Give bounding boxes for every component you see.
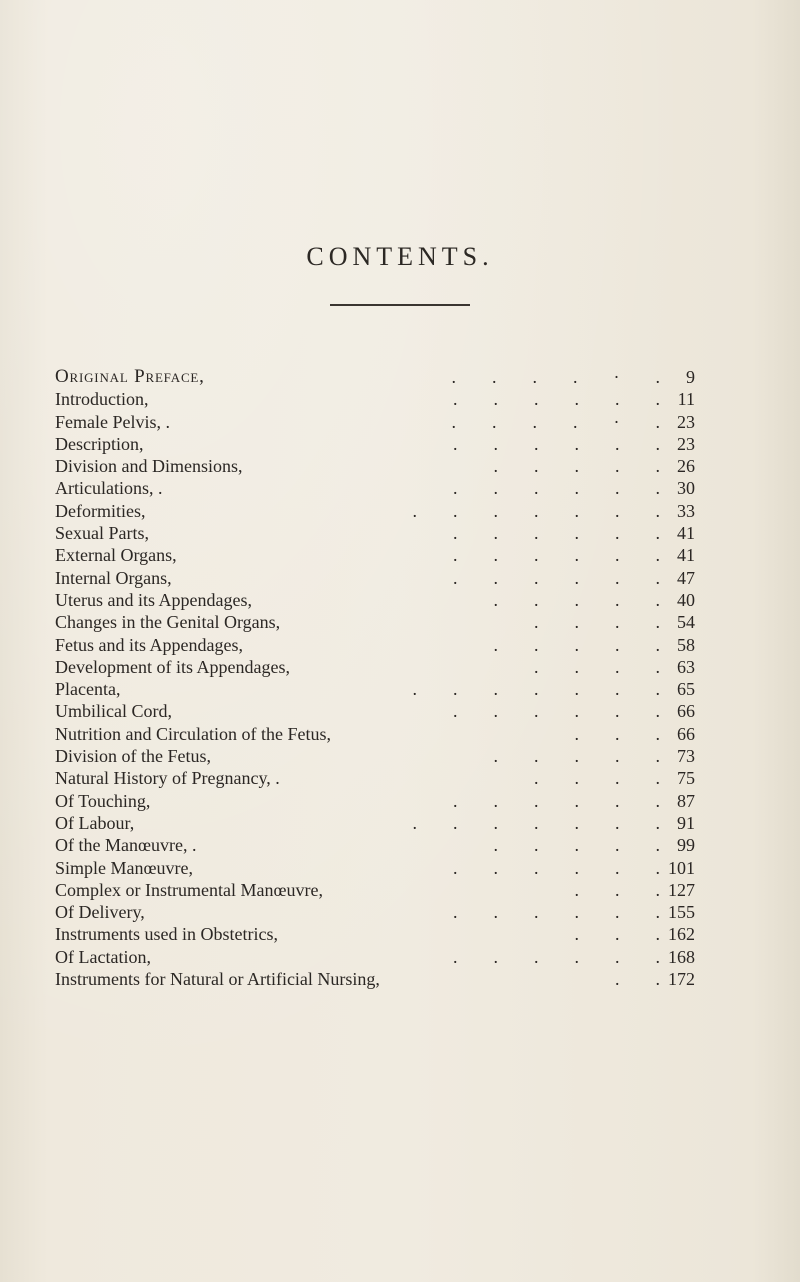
toc-entry-title: Of Lactation, <box>55 946 151 967</box>
toc-entry-page-number: 101 <box>668 857 695 878</box>
toc-leader-dots: . . . <box>574 723 660 744</box>
toc-leader-dots: . . . . . . <box>453 545 660 566</box>
toc-leader-dots: . . . . · . <box>451 411 660 432</box>
toc-entry-page-number: 23 <box>677 411 695 432</box>
toc-entry-page-number: 66 <box>677 723 695 744</box>
page-title: CONTENTS. <box>306 242 494 271</box>
toc-entry-page-number: 172 <box>668 969 695 990</box>
table-of-contents <box>55 366 695 990</box>
toc-entry-title: Natural History of Pregnancy, . <box>55 768 280 789</box>
toc-entry-title: Development of its Appendages, <box>55 656 290 677</box>
toc-entry <box>55 500 695 522</box>
toc-leader-dots: . . . . . . <box>453 857 660 878</box>
toc-entry-page-number: 30 <box>677 478 695 499</box>
toc-leader-dots: . . . . . <box>493 634 660 655</box>
toc-entry-page-number: 155 <box>668 902 695 923</box>
toc-entry <box>55 455 695 477</box>
toc-leader-dots: . . . . . . <box>453 790 660 811</box>
toc-entry <box>55 611 695 633</box>
toc-entry <box>55 589 695 611</box>
toc-entry <box>55 656 695 678</box>
toc-leader-dots: . . . . . . <box>453 701 660 722</box>
toc-entry <box>55 790 695 812</box>
toc-entry-title: Uterus and its Appendages, <box>55 589 252 610</box>
toc-leader-dots: . . . . . <box>493 746 660 767</box>
toc-leader-dots: . . . . . . <box>453 433 660 454</box>
toc-entry-page-number: 26 <box>677 456 695 477</box>
toc-entry <box>55 946 695 968</box>
toc-entry-page-number: 58 <box>677 634 695 655</box>
toc-entry-page-number: 11 <box>677 389 695 410</box>
toc-leader-dots: . . . . . . <box>453 478 660 499</box>
toc-entry-page-number: 63 <box>677 656 695 677</box>
toc-entry-title: Articulations, . <box>55 478 163 499</box>
toc-entry-page-number: 87 <box>677 790 695 811</box>
toc-entry-title: Umbilical Cord, <box>55 701 172 722</box>
toc-entry-title: Of Delivery, <box>55 902 145 923</box>
toc-entry-title: Female Pelvis, . <box>55 411 170 432</box>
toc-entry-page-number: 40 <box>677 589 695 610</box>
toc-leader-dots: . . . . <box>534 656 660 677</box>
toc-entry-title: Instruments for Natural or Artificial Nursing, <box>55 969 380 990</box>
toc-entry-page-number: 91 <box>677 812 695 833</box>
toc-entry-page-number: 47 <box>677 567 695 588</box>
toc-entry-page-number: 65 <box>677 679 695 700</box>
toc-entry <box>55 567 695 589</box>
toc-entry-page-number: 41 <box>677 545 695 566</box>
toc-leader-dots: . . . . <box>534 768 660 789</box>
toc-leader-dots: . . . . . <box>493 589 660 610</box>
toc-entry-title: Of Touching, <box>55 790 151 811</box>
toc-entry <box>55 544 695 566</box>
toc-entry <box>55 678 695 700</box>
toc-entry <box>55 366 695 388</box>
toc-entry-title: Of Labour, <box>55 812 135 833</box>
toc-entry <box>55 745 695 767</box>
toc-entry-page-number: 23 <box>677 433 695 454</box>
toc-entry-title: Division of the Fetus, <box>55 746 211 767</box>
toc-entry-title: Sexual Parts, <box>55 523 149 544</box>
toc-entry <box>55 634 695 656</box>
toc-leader-dots: . . . . . . <box>453 902 660 923</box>
toc-entry <box>55 879 695 901</box>
toc-entry-title: Internal Organs, <box>55 567 172 588</box>
toc-entry-page-number: 9 <box>686 367 695 387</box>
toc-leader-dots: . . . <box>574 924 660 945</box>
toc-entry <box>55 723 695 745</box>
toc-leader-dots: . . . . · . <box>451 367 660 387</box>
toc-entry-page-number: 162 <box>668 924 695 945</box>
toc-entry <box>55 522 695 544</box>
toc-entry-title: Introduction, <box>55 389 149 410</box>
toc-entry <box>55 388 695 410</box>
toc-leader-dots: . . . . . . . <box>412 500 660 521</box>
toc-entry-page-number: 75 <box>677 768 695 789</box>
toc-leader-dots: . . . <box>574 879 660 900</box>
toc-entry <box>55 834 695 856</box>
toc-entry <box>55 477 695 499</box>
toc-entry-page-number: 127 <box>668 879 695 900</box>
toc-entry-page-number: 66 <box>677 701 695 722</box>
toc-entry <box>55 901 695 923</box>
toc-entry-title: Fetus and its Appendages, <box>55 634 243 655</box>
toc-entry <box>55 700 695 722</box>
toc-entry-title: Nutrition and Circulation of the Fetus, <box>55 723 331 744</box>
toc-entry-title: Simple Manœuvre, <box>55 857 193 878</box>
toc-entry-title: Complex or Instrumental Manœuvre, <box>55 879 323 900</box>
toc-entry-title: Of the Manœuvre, . <box>55 835 197 856</box>
toc-leader-dots: . . . . . . . <box>412 679 660 700</box>
toc-entry-title: Placenta, <box>55 679 121 700</box>
toc-entry <box>55 411 695 433</box>
toc-leader-dots: . . <box>615 969 660 990</box>
toc-entry <box>55 968 695 990</box>
toc-entry <box>55 923 695 945</box>
toc-entry-title: External Organs, <box>55 545 177 566</box>
toc-leader-dots: . . . . . . <box>453 567 660 588</box>
toc-entry-page-number: 33 <box>677 500 695 521</box>
toc-entry-title: Deformities, <box>55 500 146 521</box>
toc-entry-title: Changes in the Genital Organs, <box>55 612 281 633</box>
toc-entry-page-number: 54 <box>677 612 695 633</box>
toc-entry-title: Original Preface, <box>55 366 205 387</box>
toc-entry <box>55 857 695 879</box>
toc-leader-dots: . . . . . <box>493 456 660 477</box>
toc-leader-dots: . . . . . . <box>453 389 660 410</box>
toc-leader-dots: . . . . . . <box>453 523 660 544</box>
title-divider <box>330 304 470 306</box>
toc-entry-page-number: 99 <box>677 835 695 856</box>
toc-entry-page-number: 168 <box>668 946 695 967</box>
toc-entry-title: Instruments used in Obstetrics, <box>55 924 278 945</box>
toc-leader-dots: . . . . <box>534 612 660 633</box>
toc-leader-dots: . . . . . <box>493 835 660 856</box>
toc-entry-title: Description, <box>55 433 144 454</box>
toc-entry <box>55 812 695 834</box>
toc-entry-page-number: 73 <box>677 746 695 767</box>
toc-entry <box>55 767 695 789</box>
toc-entry-title: Division and Dimensions, <box>55 456 243 477</box>
toc-entry-page-number: 41 <box>677 523 695 544</box>
toc-entry <box>55 433 695 455</box>
toc-leader-dots: . . . . . . . <box>412 812 660 833</box>
toc-leader-dots: . . . . . . <box>453 946 660 967</box>
